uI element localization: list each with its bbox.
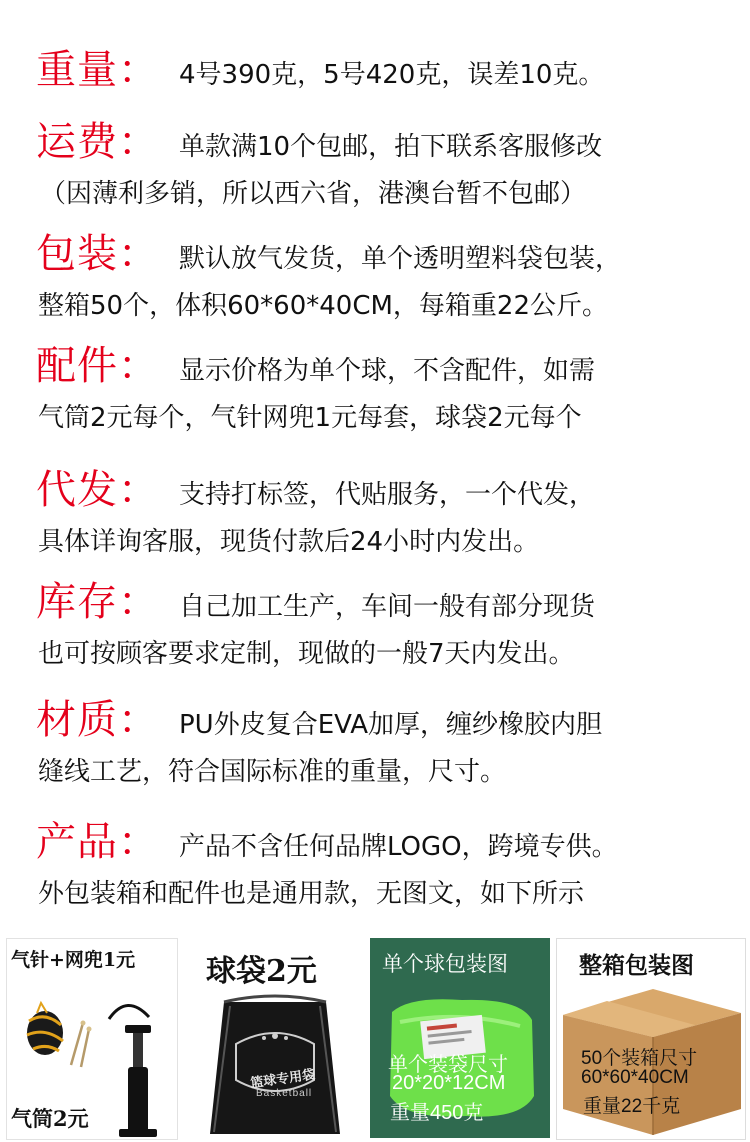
spec-line-2: 整箱50个，体积60*60*40CM，每箱重22公斤。 bbox=[38, 291, 609, 321]
spec-line: 4号390克，5号420克，误差10克。 bbox=[179, 60, 605, 90]
drawstring-bag-image bbox=[190, 984, 360, 1138]
pump-caption: 气筒2元 bbox=[11, 1106, 89, 1131]
single-package-title: 单个球包装图 bbox=[382, 953, 508, 976]
spec-line-2: 外包装箱和配件也是通用款，无图文，如下所示 bbox=[38, 879, 585, 909]
box-package-panel bbox=[556, 938, 746, 1140]
category-label: 材质： bbox=[36, 697, 159, 743]
single-package-panel bbox=[370, 938, 550, 1138]
spec-line: 默认放气发货，单个透明塑料袋包装， bbox=[179, 244, 622, 274]
category-label: 库存： bbox=[36, 579, 159, 625]
spec-line-2: 具体详询客服，现货付款后24小时内发出。 bbox=[38, 527, 540, 557]
spec-line: 产品不含任何品牌LOGO，跨境专供。 bbox=[179, 832, 618, 862]
spec-section-weight bbox=[0, 40, 750, 110]
single-package-size-label: 单个装袋尺寸 bbox=[388, 1054, 508, 1076]
single-package-dimensions: 20*20*12CM bbox=[392, 1072, 506, 1094]
category-label: 包装： bbox=[36, 231, 159, 277]
net-icon bbox=[27, 1003, 63, 1055]
spec-line: 支持打标签，代贴服务，一个代发， bbox=[179, 480, 596, 510]
spec-section-product bbox=[0, 819, 750, 922]
box-package-weight: 重量22千克 bbox=[583, 1096, 681, 1117]
bag-print-sub: Basketball bbox=[256, 1088, 313, 1099]
accessories-panel bbox=[6, 938, 178, 1140]
spec-line-2: （因薄利多销，所以西六省，港澳台暂不包邮） bbox=[40, 179, 587, 209]
category-label: 代发： bbox=[36, 467, 159, 513]
spec-line-2: 缝线工艺，符合国际标准的重量，尺寸。 bbox=[38, 757, 507, 787]
category-label: 运费： bbox=[36, 119, 159, 165]
bag-panel bbox=[190, 938, 360, 1138]
spec-section-material bbox=[0, 697, 750, 800]
spec-line: 显示价格为单个球，不含配件，如需 bbox=[179, 356, 596, 386]
spec-line: 单款满10个包邮，拍下联系客服修改 bbox=[179, 132, 603, 162]
spec-section-packaging bbox=[0, 231, 750, 334]
needle-icon bbox=[71, 1021, 92, 1068]
box-package-title: 整箱包装图 bbox=[579, 952, 694, 979]
spec-line-2: 也可按顾客要求定制，现做的一般7天内发出。 bbox=[38, 639, 575, 669]
spec-section-stock bbox=[0, 579, 750, 682]
spec-section-dropship bbox=[0, 467, 750, 570]
spec-section-accessories bbox=[0, 343, 750, 446]
spec-line-2: 气筒2元每个，气针网兜1元每套，球袋2元每个 bbox=[38, 403, 582, 433]
category-label: 产品： bbox=[36, 819, 159, 865]
category-label: 重量： bbox=[36, 47, 159, 93]
box-package-dimensions: 60*60*40CM bbox=[581, 1067, 689, 1088]
single-package-weight: 重量450克 bbox=[390, 1102, 484, 1124]
pump-icon bbox=[109, 1005, 157, 1137]
box-package-size-label: 50个装箱尺寸 bbox=[581, 1048, 698, 1069]
spec-section-shipping bbox=[0, 119, 750, 222]
bag-title: 球袋2元 bbox=[206, 954, 317, 989]
spec-line: 自己加工生产，车间一般有部分现货 bbox=[179, 592, 596, 622]
bag-print-label: 篮球专用袋 bbox=[249, 1066, 316, 1091]
product-image-strip bbox=[0, 938, 750, 1142]
accessories-title: 气针+网兜1元 bbox=[11, 949, 136, 971]
category-label: 配件： bbox=[36, 343, 159, 389]
spec-line: PU外皮复合EVA加厚，缠纱橡胶内胆 bbox=[179, 710, 603, 740]
